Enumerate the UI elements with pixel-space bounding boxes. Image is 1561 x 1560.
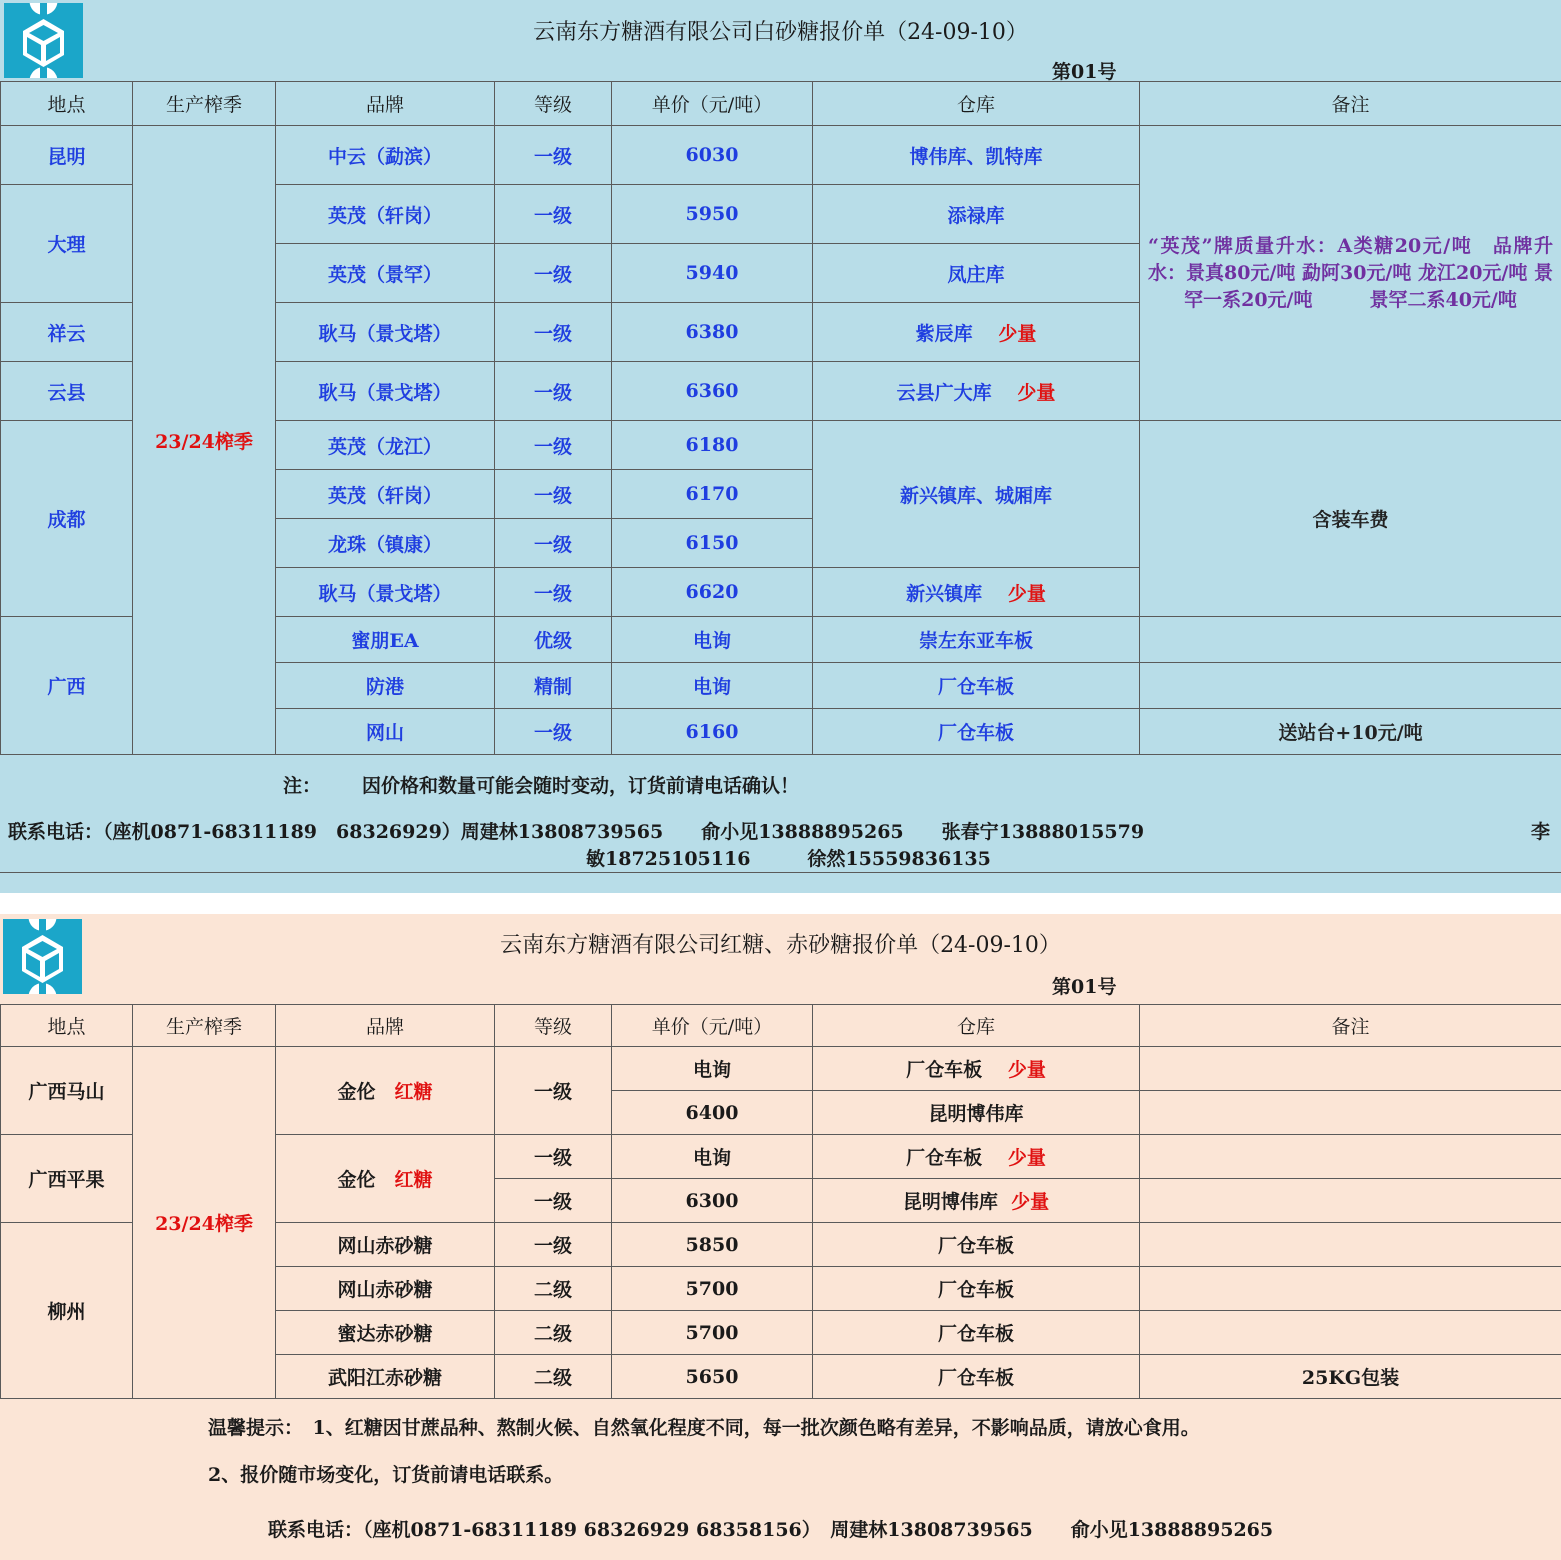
warehouse-cell — [813, 1135, 1140, 1179]
low-stock-flag: 少量 — [1011, 1191, 1050, 1213]
table-header-row — [1, 1005, 1561, 1047]
grade-cell: 优级 — [495, 617, 612, 663]
contact-line: 联系电话：（座机0871-68311189 68326929 68358156） 周建林13808739565 俞小见13888895265 — [268, 1519, 1274, 1541]
header-season: 生产榨季 — [133, 1005, 276, 1047]
warm-tip-1: 温馨提示： 1、红糖因甘蔗品种、熬制火候、自然氧化程度不同，每一批次颜色略有差异，不影响品质，请放心食用。 — [208, 1417, 1200, 1439]
warehouse-name: 紫辰库 — [915, 322, 973, 345]
location-cell: 柳州 — [1, 1223, 133, 1399]
price-cell: 电询 — [612, 617, 813, 663]
document-number: 第01号 — [1052, 976, 1117, 998]
header-price: 单价（元/吨） — [612, 82, 813, 126]
location-cell: 广西马山 — [1, 1047, 133, 1135]
brand-tag: 红糖 — [394, 1169, 433, 1191]
brand-cell: 蜜达赤砂糖 — [276, 1311, 495, 1355]
warehouse-name: 厂仓车板 — [906, 1147, 983, 1169]
warehouse-cell: 新兴镇库、城厢库 — [813, 421, 1140, 568]
remark-cell — [1140, 663, 1561, 709]
brand-cell — [276, 1135, 495, 1223]
brown-sugar-table — [0, 1004, 1561, 1399]
location-cell: 成都 — [1, 421, 133, 617]
brand-cell: 英茂（轩岗） — [276, 185, 495, 244]
warehouse-cell — [813, 1179, 1140, 1223]
brand-cell: 耿马（景戈塔） — [276, 303, 495, 362]
grade-cell: 一级 — [495, 1135, 612, 1179]
remark-cell — [1140, 617, 1561, 663]
brand-cell: 英茂（景罕） — [276, 244, 495, 303]
brand-cell: 网山赤砂糖 — [276, 1267, 495, 1311]
grade-cell: 一级 — [495, 1047, 612, 1135]
warehouse-name: 新兴镇库 — [906, 582, 983, 605]
contact-line-tail: 李 — [1531, 821, 1551, 843]
grade-cell: 一级 — [495, 470, 612, 519]
grade-cell: 一级 — [495, 519, 612, 568]
season-cell: 23/24榨季 — [133, 1047, 276, 1399]
header-brand: 品牌 — [276, 1005, 495, 1047]
station-fee-remark: 送站台+10元/吨 — [1140, 709, 1561, 755]
warehouse-cell: 凤庄库 — [813, 244, 1140, 303]
warehouse-cell: 崇左东亚车板 — [813, 617, 1140, 663]
price-cell: 6380 — [612, 303, 813, 362]
grade-cell: 二级 — [495, 1311, 612, 1355]
grade-cell: 一级 — [495, 568, 612, 617]
brand-cell: 中云（勐滨） — [276, 126, 495, 185]
warehouse-cell — [813, 1047, 1140, 1091]
header-warehouse: 仓库 — [813, 1005, 1140, 1047]
grade-cell: 一级 — [495, 303, 612, 362]
price-cell: 5950 — [612, 185, 813, 244]
location-cell: 大理 — [1, 185, 133, 303]
grade-cell: 一级 — [495, 126, 612, 185]
brand-cell: 网山 — [276, 709, 495, 755]
low-stock-flag: 少量 — [1017, 381, 1056, 404]
warehouse-cell: 厂仓车板 — [813, 709, 1140, 755]
header-location: 地点 — [1, 1005, 133, 1047]
location-cell: 昆明 — [1, 126, 133, 185]
season-cell: 23/24榨季 — [133, 126, 276, 755]
warehouse-name: 厂仓车板 — [906, 1059, 983, 1081]
brand-tag: 红糖 — [394, 1081, 433, 1103]
warehouse-name: 昆明博伟库 — [902, 1191, 998, 1213]
header-warehouse: 仓库 — [813, 82, 1140, 126]
grade-cell: 一级 — [495, 185, 612, 244]
header-brand: 品牌 — [276, 82, 495, 126]
note-text: 因价格和数量可能会随时变动，订货前请电话确认！ — [362, 775, 800, 797]
warm-tip-2: 2、报价随市场变化，订货前请电话联系。 — [208, 1464, 564, 1486]
warehouse-cell: 厂仓车板 — [813, 663, 1140, 709]
header-grade: 等级 — [495, 82, 612, 126]
header-season: 生产榨季 — [133, 82, 276, 126]
brand-cell: 耿马（景戈塔） — [276, 568, 495, 617]
header-grade: 等级 — [495, 1005, 612, 1047]
note-label: 注： — [283, 775, 322, 797]
price-cell: 电询 — [612, 663, 813, 709]
warehouse-cell: 厂仓车板 — [813, 1355, 1140, 1399]
brand-cell — [276, 1047, 495, 1135]
warehouse-cell — [813, 303, 1140, 362]
sheet-title: 云南东方糖酒有限公司白砂糖报价单（24-09-10） — [533, 20, 1028, 45]
grade-cell: 二级 — [495, 1355, 612, 1399]
table-header-row — [1, 82, 1561, 126]
warehouse-cell: 博伟库、凯特库 — [813, 126, 1140, 185]
remark-cell — [1140, 1223, 1561, 1267]
warehouse-name: 云县广大库 — [896, 381, 992, 404]
low-stock-flag: 少量 — [1007, 582, 1046, 605]
location-cell: 云县 — [1, 362, 133, 421]
warehouse-cell: 昆明博伟库 — [813, 1091, 1140, 1135]
price-cell: 6030 — [612, 126, 813, 185]
price-cell: 5940 — [612, 244, 813, 303]
brown-sugar-sheet — [0, 914, 1561, 1560]
price-cell: 6170 — [612, 470, 813, 519]
price-cell: 6160 — [612, 709, 813, 755]
grade-cell: 一级 — [495, 1223, 612, 1267]
grade-cell: 二级 — [495, 1267, 612, 1311]
remark-cell — [1140, 1047, 1561, 1091]
brand-cell: 耿马（景戈塔） — [276, 362, 495, 421]
table-row — [1, 126, 1561, 185]
brand-name: 金伦 — [337, 1169, 376, 1191]
grade-cell: 精制 — [495, 663, 612, 709]
low-stock-flag: 少量 — [1007, 1059, 1046, 1081]
low-stock-flag: 少量 — [1007, 1147, 1046, 1169]
brand-cell: 英茂（轩岗） — [276, 470, 495, 519]
remark-cell — [1140, 1179, 1561, 1223]
header-price: 单价（元/吨） — [612, 1005, 813, 1047]
warehouse-cell: 厂仓车板 — [813, 1223, 1140, 1267]
price-cell: 5650 — [612, 1355, 813, 1399]
grade-cell: 一级 — [495, 244, 612, 303]
quality-premium-remark: “英茂”牌质量升水：A类糖20元/吨 品牌升水：景真80元/吨 勐阿30元/吨 龙江20元/吨 景罕一系20元/吨 景罕二系40元/吨 — [1140, 126, 1561, 421]
brand-cell: 蜜朋EA — [276, 617, 495, 663]
warehouse-cell: 添禄库 — [813, 185, 1140, 244]
header-remark: 备注 — [1140, 82, 1561, 126]
price-cell: 电询 — [612, 1047, 813, 1091]
brand-cell: 防港 — [276, 663, 495, 709]
table-row — [1, 1047, 1561, 1091]
white-sugar-table — [0, 81, 1561, 755]
location-cell: 广西平果 — [1, 1135, 133, 1223]
remark-cell — [1140, 1091, 1561, 1135]
warehouse-cell — [813, 362, 1140, 421]
price-cell: 6180 — [612, 421, 813, 470]
header-remark: 备注 — [1140, 1005, 1561, 1047]
price-cell: 电询 — [612, 1135, 813, 1179]
grade-cell: 一级 — [495, 709, 612, 755]
sheet-title: 云南东方糖酒有限公司红糖、赤砂糖报价单（24-09-10） — [500, 933, 1061, 958]
contact-line-2: 敏18725105116 徐然15559836135 — [586, 848, 991, 870]
remark-cell — [1140, 1135, 1561, 1179]
packaging-remark: 25KG包装 — [1140, 1355, 1561, 1399]
brand-cell: 龙珠（镇康） — [276, 519, 495, 568]
remark-cell — [1140, 1311, 1561, 1355]
price-cell: 6400 — [612, 1091, 813, 1135]
price-cell: 6360 — [612, 362, 813, 421]
warehouse-cell: 厂仓车板 — [813, 1311, 1140, 1355]
location-cell: 广西 — [1, 617, 133, 755]
grade-cell: 一级 — [495, 362, 612, 421]
low-stock-flag: 少量 — [998, 322, 1037, 345]
price-cell: 5700 — [612, 1311, 813, 1355]
location-cell: 祥云 — [1, 303, 133, 362]
brand-cell: 英茂（龙江） — [276, 421, 495, 470]
loading-fee-remark: 含装车费 — [1140, 421, 1561, 617]
price-cell: 6620 — [612, 568, 813, 617]
price-cell: 6150 — [612, 519, 813, 568]
grade-cell: 一级 — [495, 1179, 612, 1223]
contact-line: 联系电话：（座机0871-68311189 68326929）周建林13808739565 俞小见13888895265 张春宁13888015579 — [8, 821, 1145, 843]
remark-cell — [1140, 1267, 1561, 1311]
price-cell: 5850 — [612, 1223, 813, 1267]
warehouse-cell — [813, 568, 1140, 617]
brand-cell: 网山赤砂糖 — [276, 1223, 495, 1267]
grade-cell: 一级 — [495, 421, 612, 470]
price-cell: 6300 — [612, 1179, 813, 1223]
warehouse-cell: 厂仓车板 — [813, 1267, 1140, 1311]
header-location: 地点 — [1, 82, 133, 126]
footer-divider — [0, 872, 1561, 873]
price-cell: 5700 — [612, 1267, 813, 1311]
brand-cell: 武阳江赤砂糖 — [276, 1355, 495, 1399]
brand-name: 金伦 — [337, 1081, 376, 1103]
document-number: 第01号 — [1052, 61, 1117, 83]
